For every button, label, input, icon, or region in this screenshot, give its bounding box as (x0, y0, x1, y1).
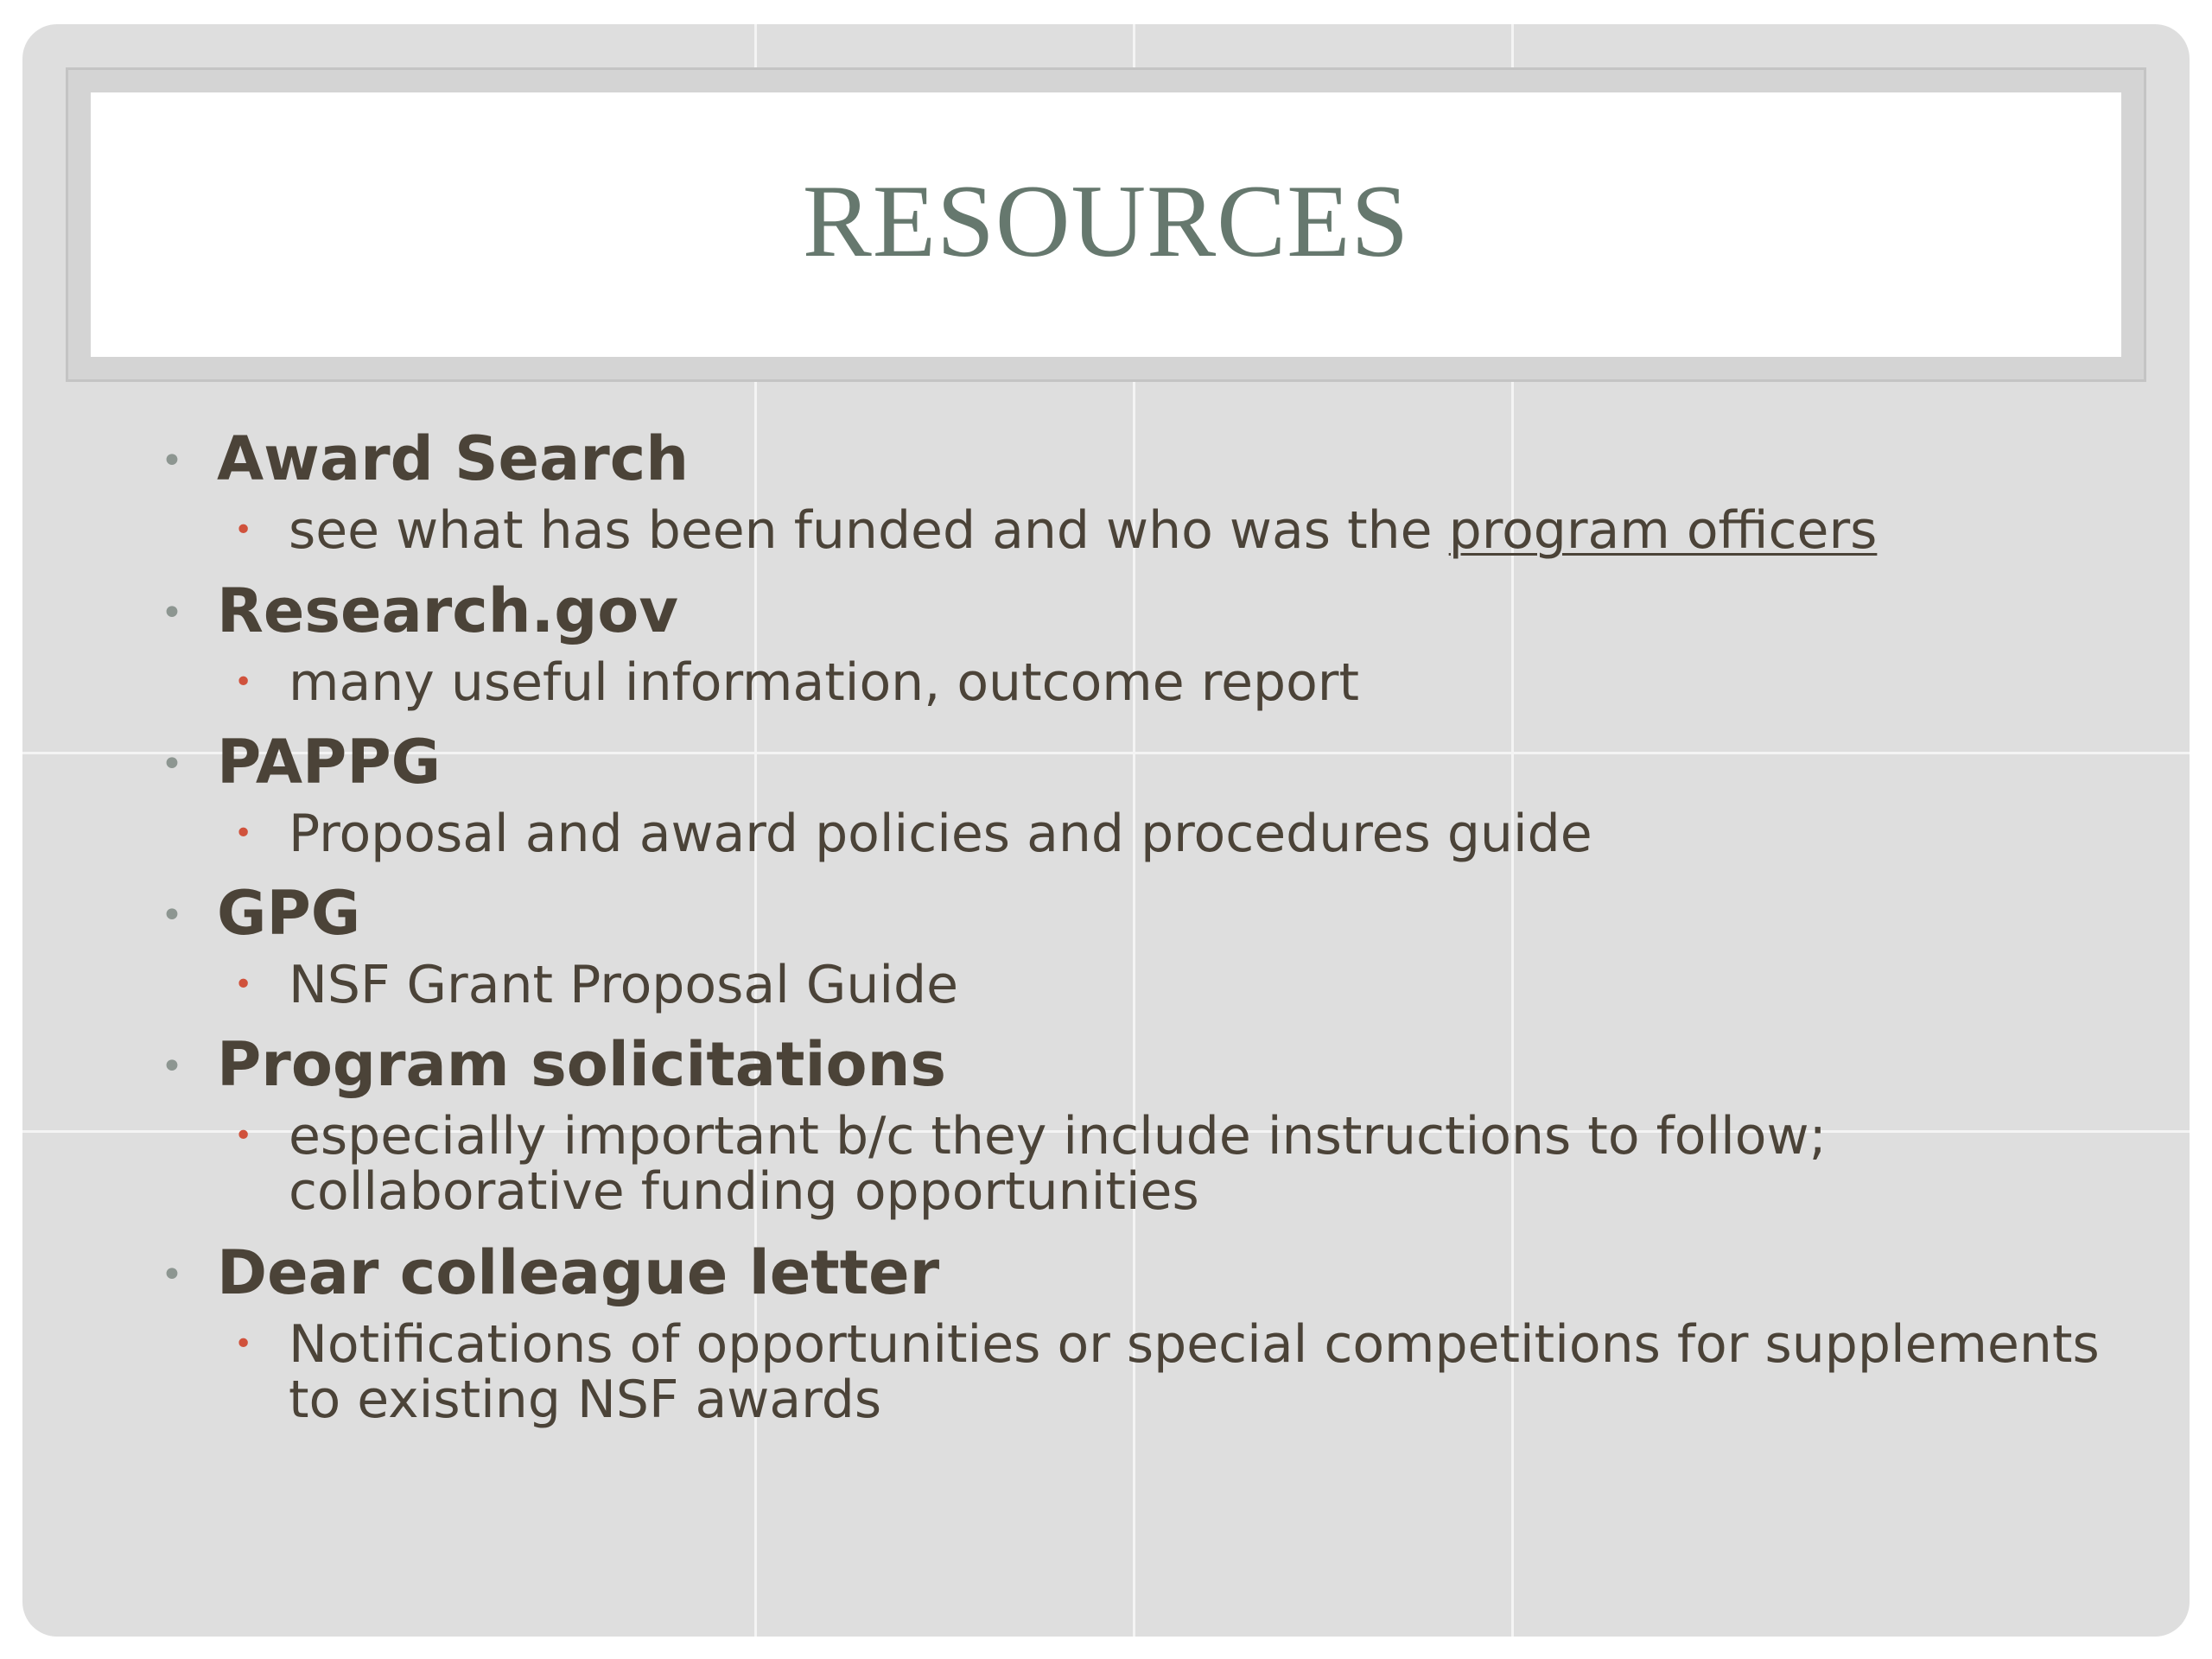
item-heading: Dear colleague letter (217, 1237, 940, 1308)
item-heading: Research.gov (217, 575, 679, 646)
slide (22, 24, 2190, 1637)
bullet-icon: • (161, 439, 183, 483)
bullet-icon: • (161, 1045, 183, 1089)
item-detail: Proposal and award policies and procedures guide (289, 804, 1592, 864)
slide-title: RESOURCES (802, 163, 1410, 278)
sub-bullet-icon: • (234, 512, 253, 548)
program-officers-link[interactable]: program officers (1448, 500, 1878, 561)
item-heading: PAPPG (217, 727, 442, 798)
bullet-icon: • (161, 742, 183, 786)
item-detail-text: see what has been funded and who was the (289, 500, 1449, 561)
bullet-list (22, 24, 2190, 1637)
sub-bullet-icon: • (234, 1326, 253, 1362)
item-detail: many useful information, outcome report (289, 652, 1359, 713)
bullet-icon: • (161, 1253, 183, 1297)
bullet-icon: • (161, 591, 183, 635)
item-detail (289, 500, 2146, 561)
sub-bullet-icon: • (234, 1118, 253, 1154)
item-heading: GPG (217, 878, 361, 949)
bullet-icon: • (161, 893, 183, 938)
sub-bullet-icon: • (234, 967, 253, 1002)
item-heading: Award Search (217, 423, 690, 494)
item-detail: NSF Grant Proposal Guide (289, 955, 959, 1015)
sub-bullet-icon: • (234, 816, 253, 851)
item-detail: especially important b/c they include instructions to follow; collaborative funding opportunities (289, 1106, 1827, 1222)
sub-bullet-icon: • (234, 664, 253, 700)
item-heading: Program solicitations (217, 1029, 947, 1100)
item-detail: Notifications of opportunities or special competitions for supplements to existing NSF awards (289, 1314, 2100, 1430)
